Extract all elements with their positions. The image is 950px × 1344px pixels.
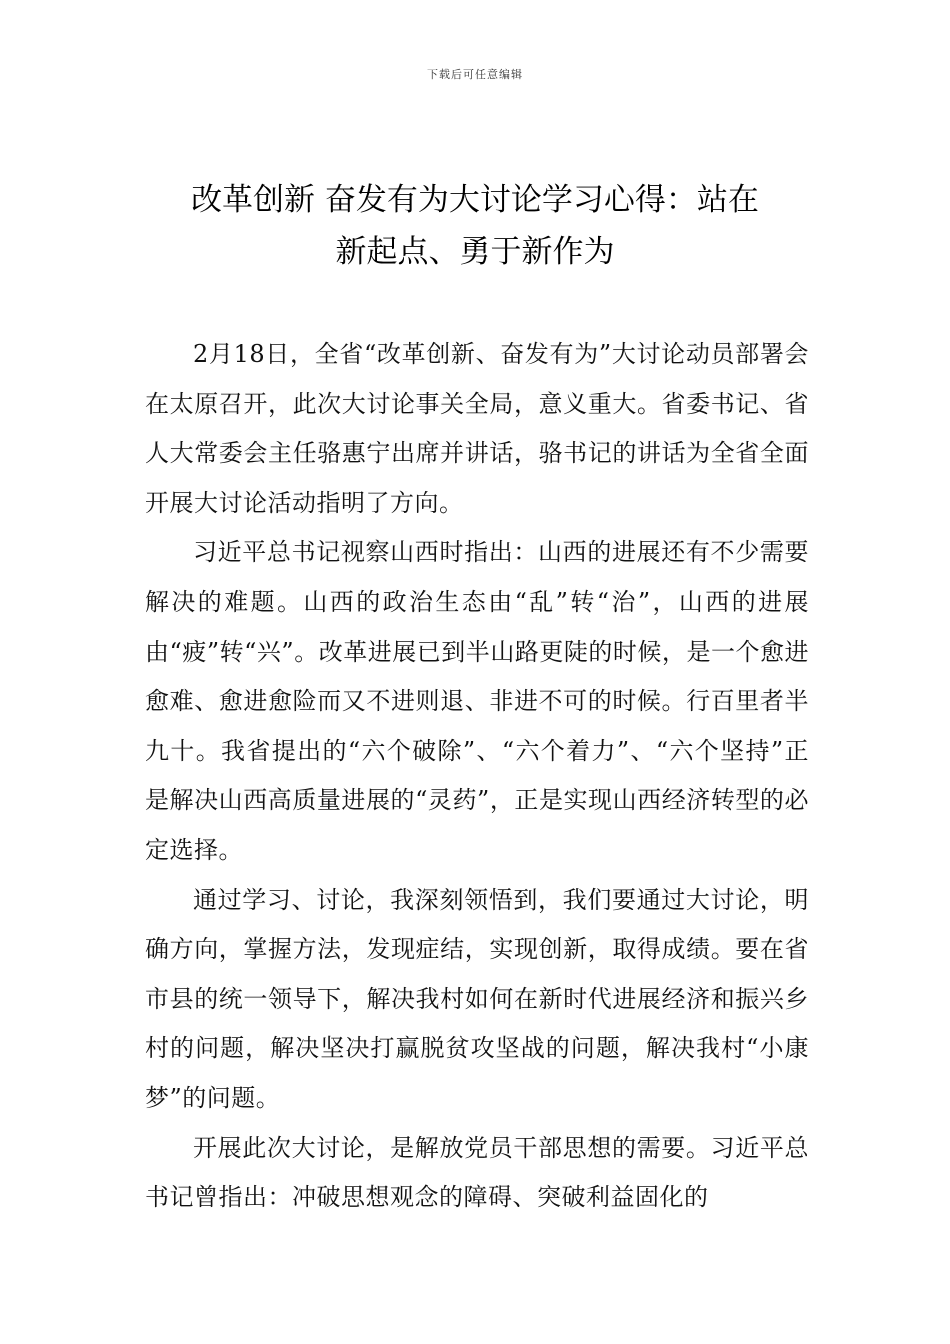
document-body (145, 330, 809, 1223)
paragraph-3: 通过学习、讨论，我深刻领悟到，我们要通过大讨论，明确方向，掌握方法，发现症结，实现创新，取得成绩。要在省市县的统一领导下，解决我村如何在新时代进展经济和振兴乡村的问题，解决坚决打赢脱贫攻坚战的问题，解决我村“小康梦”的问题。 (145, 885, 809, 1112)
header-note: 下载后可任意编辑 (427, 68, 523, 81)
title-line-2: 新起点、勇于新作为 (335, 234, 615, 270)
document-title (130, 174, 820, 278)
paragraph-1: 2月18日，全省“改革创新、奋发有为”大讨论动员部署会在太原召开，此次大讨论事关全局，意义重大。省委书记、省人大常委会主任骆惠宁出席并讲话，骆书记的讲话为全省全面开展大讨论活动指明了方向。 (145, 340, 809, 517)
paragraph-4: 开展此次大讨论，是解放党员干部思想的需要。习近平总书记曾指出：冲破思想观念的障碍、突破利益固化的 (145, 1133, 809, 1212)
paragraph-2: 习近平总书记视察山西时指出：山西的进展还有不少需要解决的难题。山西的政治生态由“乱”转“治”，山西的进展由“疲”转“兴”。改革进展已到半山路更陡的时候，是一个愈进愈难、愈进愈险而又不进则退、非进不可的时候。行百里者半九十。我省提出的“六个破除”、“六个着力”、“六个坚持”正是解决山西高质量进展的“灵药”，正是实现山西经济转型的必定选择。 (145, 538, 809, 864)
title-line-1: 改革创新 奋发有为大讨论学习心得：站在 (191, 182, 759, 218)
